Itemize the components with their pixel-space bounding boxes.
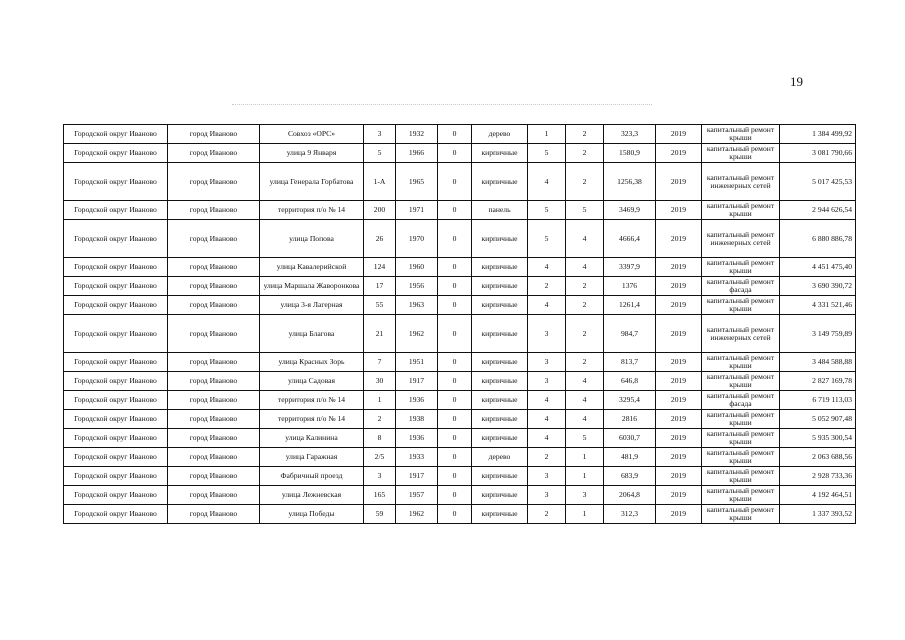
entrances-cell: 2 xyxy=(566,353,604,372)
cost-cell: 4 192 464,51 xyxy=(780,486,856,505)
work-type-cell: капитальный ремонт крыши xyxy=(702,296,780,315)
table-row xyxy=(64,391,856,410)
build-year-cell: 1917 xyxy=(396,467,438,486)
district-cell: Городской округ Иваново xyxy=(64,467,168,486)
house-number-cell: 17 xyxy=(364,277,396,296)
cost-cell: 2 944 626,54 xyxy=(780,201,856,220)
table-row xyxy=(64,429,856,448)
work-type-cell: капитальный ремонт инженерных сетей xyxy=(702,315,780,353)
work-type-cell: капитальный ремонт крыши xyxy=(702,372,780,391)
work-type-cell: капитальный ремонт крыши xyxy=(702,448,780,467)
street-cell: улица Маршала Жаворонкова xyxy=(260,277,364,296)
area-cell: 813,7 xyxy=(604,353,656,372)
table-row xyxy=(64,125,856,144)
area-cell: 4666,4 xyxy=(604,220,656,258)
district-cell: Городской округ Иваново xyxy=(64,410,168,429)
work-type-cell: капитальный ремонт инженерных сетей xyxy=(702,220,780,258)
flag-cell: 0 xyxy=(438,201,472,220)
cost-cell: 3 149 759,89 xyxy=(780,315,856,353)
flag-cell: 0 xyxy=(438,315,472,353)
floors-cell: 3 xyxy=(528,315,566,353)
area-cell: 3469,9 xyxy=(604,201,656,220)
area-cell: 1261,4 xyxy=(604,296,656,315)
area-cell: 6030,7 xyxy=(604,429,656,448)
wall-material-cell: кирпичные xyxy=(472,391,528,410)
floors-cell: 3 xyxy=(528,372,566,391)
work-type-cell: капитальный ремонт крыши xyxy=(702,410,780,429)
work-type-cell: капитальный ремонт крыши xyxy=(702,486,780,505)
area-cell: 2064,8 xyxy=(604,486,656,505)
wall-material-cell: кирпичные xyxy=(472,258,528,277)
entrances-cell: 2 xyxy=(566,277,604,296)
plan-year-cell: 2019 xyxy=(656,391,702,410)
floors-cell: 4 xyxy=(528,391,566,410)
table-row xyxy=(64,296,856,315)
cost-cell: 5 017 425,53 xyxy=(780,163,856,201)
floors-cell: 4 xyxy=(528,163,566,201)
build-year-cell: 1966 xyxy=(396,144,438,163)
plan-year-cell: 2019 xyxy=(656,220,702,258)
plan-year-cell: 2019 xyxy=(656,353,702,372)
work-type-cell: капитальный ремонт крыши xyxy=(702,201,780,220)
flag-cell: 0 xyxy=(438,505,472,524)
wall-material-cell: дерево xyxy=(472,448,528,467)
cost-cell: 4 331 521,46 xyxy=(780,296,856,315)
entrances-cell: 4 xyxy=(566,372,604,391)
house-number-cell: 21 xyxy=(364,315,396,353)
house-number-cell: 5 xyxy=(364,144,396,163)
cost-cell: 3 081 790,66 xyxy=(780,144,856,163)
plan-year-cell: 2019 xyxy=(656,201,702,220)
entrances-cell: 2 xyxy=(566,163,604,201)
flag-cell: 0 xyxy=(438,372,472,391)
area-cell: 1256,38 xyxy=(604,163,656,201)
wall-material-cell: кирпичные xyxy=(472,353,528,372)
plan-year-cell: 2019 xyxy=(656,467,702,486)
work-type-cell: капитальный ремонт фасада xyxy=(702,391,780,410)
work-type-cell: капитальный ремонт фасада xyxy=(702,277,780,296)
table-row xyxy=(64,467,856,486)
area-cell: 1580,9 xyxy=(604,144,656,163)
floors-cell: 1 xyxy=(528,125,566,144)
area-cell: 646,8 xyxy=(604,372,656,391)
district-cell: Городской округ Иваново xyxy=(64,125,168,144)
locality-cell: город Иваново xyxy=(168,448,260,467)
build-year-cell: 1951 xyxy=(396,353,438,372)
locality-cell: город Иваново xyxy=(168,163,260,201)
wall-material-cell: кирпичные xyxy=(472,467,528,486)
floors-cell: 4 xyxy=(528,410,566,429)
floors-cell: 2 xyxy=(528,277,566,296)
street-cell: улица 3-я Лагерная xyxy=(260,296,364,315)
plan-year-cell: 2019 xyxy=(656,277,702,296)
locality-cell: город Иваново xyxy=(168,353,260,372)
wall-material-cell: панель xyxy=(472,201,528,220)
locality-cell: город Иваново xyxy=(168,372,260,391)
house-number-cell: 3 xyxy=(364,467,396,486)
entrances-cell: 2 xyxy=(566,315,604,353)
locality-cell: город Иваново xyxy=(168,125,260,144)
cost-cell: 6 719 113,03 xyxy=(780,391,856,410)
plan-year-cell: 2019 xyxy=(656,505,702,524)
district-cell: Городской округ Иваново xyxy=(64,277,168,296)
cost-cell: 6 880 886,78 xyxy=(780,220,856,258)
house-number-cell: 2 xyxy=(364,410,396,429)
build-year-cell: 1965 xyxy=(396,163,438,201)
floors-cell: 5 xyxy=(528,201,566,220)
floors-cell: 5 xyxy=(528,220,566,258)
flag-cell: 0 xyxy=(438,277,472,296)
table-row xyxy=(64,486,856,505)
area-cell: 1376 xyxy=(604,277,656,296)
locality-cell: город Иваново xyxy=(168,467,260,486)
house-number-cell: 8 xyxy=(364,429,396,448)
build-year-cell: 1917 xyxy=(396,372,438,391)
build-year-cell: 1938 xyxy=(396,410,438,429)
district-cell: Городской округ Иваново xyxy=(64,448,168,467)
entrances-cell: 4 xyxy=(566,410,604,429)
cost-cell: 4 451 475,40 xyxy=(780,258,856,277)
table-row xyxy=(64,372,856,391)
locality-cell: город Иваново xyxy=(168,220,260,258)
build-year-cell: 1957 xyxy=(396,486,438,505)
flag-cell: 0 xyxy=(438,258,472,277)
table-row xyxy=(64,201,856,220)
district-cell: Городской округ Иваново xyxy=(64,163,168,201)
locality-cell: город Иваново xyxy=(168,201,260,220)
street-cell: улица Кавалерийской xyxy=(260,258,364,277)
plan-year-cell: 2019 xyxy=(656,486,702,505)
street-cell: улица 9 Января xyxy=(260,144,364,163)
house-number-cell: 165 xyxy=(364,486,396,505)
wall-material-cell: кирпичные xyxy=(472,505,528,524)
entrances-cell: 2 xyxy=(566,125,604,144)
area-cell: 312,3 xyxy=(604,505,656,524)
area-cell: 984,7 xyxy=(604,315,656,353)
locality-cell: город Иваново xyxy=(168,429,260,448)
district-cell: Городской округ Иваново xyxy=(64,486,168,505)
district-cell: Городской округ Иваново xyxy=(64,391,168,410)
street-cell: улица Победы xyxy=(260,505,364,524)
street-cell: улица Калинина xyxy=(260,429,364,448)
wall-material-cell: кирпичные xyxy=(472,144,528,163)
street-cell: улица Лежневская xyxy=(260,486,364,505)
entrances-cell: 1 xyxy=(566,467,604,486)
house-number-cell: 200 xyxy=(364,201,396,220)
street-cell: улица Гаражная xyxy=(260,448,364,467)
flag-cell: 0 xyxy=(438,353,472,372)
entrances-cell: 4 xyxy=(566,258,604,277)
plan-year-cell: 2019 xyxy=(656,296,702,315)
district-cell: Городской округ Иваново xyxy=(64,429,168,448)
plan-year-cell: 2019 xyxy=(656,448,702,467)
district-cell: Городской округ Иваново xyxy=(64,372,168,391)
cost-cell: 5 935 300,54 xyxy=(780,429,856,448)
plan-year-cell: 2019 xyxy=(656,315,702,353)
locality-cell: город Иваново xyxy=(168,258,260,277)
flag-cell: 0 xyxy=(438,429,472,448)
street-cell: Совхоз «ОРС» xyxy=(260,125,364,144)
wall-material-cell: кирпичные xyxy=(472,296,528,315)
wall-material-cell: кирпичные xyxy=(472,372,528,391)
house-number-cell: 124 xyxy=(364,258,396,277)
cost-cell: 2 928 733,36 xyxy=(780,467,856,486)
wall-material-cell: кирпичные xyxy=(472,429,528,448)
floors-cell: 4 xyxy=(528,296,566,315)
floors-cell: 2 xyxy=(528,505,566,524)
entrances-cell: 3 xyxy=(566,486,604,505)
entrances-cell: 4 xyxy=(566,391,604,410)
table-row xyxy=(64,315,856,353)
flag-cell: 0 xyxy=(438,391,472,410)
cost-cell: 2 827 169,78 xyxy=(780,372,856,391)
street-cell: улица Попова xyxy=(260,220,364,258)
wall-material-cell: кирпичные xyxy=(472,277,528,296)
flag-cell: 0 xyxy=(438,296,472,315)
plan-year-cell: 2019 xyxy=(656,372,702,391)
wall-material-cell: дерево xyxy=(472,125,528,144)
area-cell: 3397,9 xyxy=(604,258,656,277)
work-type-cell: капитальный ремонт крыши xyxy=(702,125,780,144)
build-year-cell: 1956 xyxy=(396,277,438,296)
locality-cell: город Иваново xyxy=(168,296,260,315)
house-number-cell: 2/5 xyxy=(364,448,396,467)
table-row xyxy=(64,448,856,467)
street-cell: территория п/о № 14 xyxy=(260,391,364,410)
locality-cell: город Иваново xyxy=(168,277,260,296)
wall-material-cell: кирпичные xyxy=(472,410,528,429)
plan-year-cell: 2019 xyxy=(656,258,702,277)
area-cell: 2816 xyxy=(604,410,656,429)
scan-artifact-line xyxy=(232,104,652,105)
house-number-cell: 26 xyxy=(364,220,396,258)
floors-cell: 3 xyxy=(528,486,566,505)
build-year-cell: 1936 xyxy=(396,391,438,410)
cost-cell: 1 337 393,52 xyxy=(780,505,856,524)
plan-year-cell: 2019 xyxy=(656,429,702,448)
table-body xyxy=(64,125,856,524)
floors-cell: 2 xyxy=(528,448,566,467)
repair-register-table xyxy=(63,124,856,524)
work-type-cell: капитальный ремонт крыши xyxy=(702,429,780,448)
work-type-cell: капитальный ремонт крыши xyxy=(702,467,780,486)
work-type-cell: капитальный ремонт крыши xyxy=(702,505,780,524)
wall-material-cell: кирпичные xyxy=(472,486,528,505)
cost-cell: 2 063 688,56 xyxy=(780,448,856,467)
district-cell: Городской округ Иваново xyxy=(64,315,168,353)
entrances-cell: 2 xyxy=(566,296,604,315)
locality-cell: город Иваново xyxy=(168,486,260,505)
locality-cell: город Иваново xyxy=(168,315,260,353)
house-number-cell: 1-А xyxy=(364,163,396,201)
plan-year-cell: 2019 xyxy=(656,144,702,163)
work-type-cell: капитальный ремонт крыши xyxy=(702,258,780,277)
work-type-cell: капитальный ремонт крыши xyxy=(702,353,780,372)
district-cell: Городской округ Иваново xyxy=(64,220,168,258)
work-type-cell: капитальный ремонт инженерных сетей xyxy=(702,163,780,201)
table-row xyxy=(64,410,856,429)
street-cell: улица Благова xyxy=(260,315,364,353)
page-number: 19 xyxy=(790,74,803,89)
build-year-cell: 1960 xyxy=(396,258,438,277)
floors-cell: 4 xyxy=(528,429,566,448)
plan-year-cell: 2019 xyxy=(656,163,702,201)
table-row xyxy=(64,258,856,277)
area-cell: 683,9 xyxy=(604,467,656,486)
area-cell: 481,9 xyxy=(604,448,656,467)
build-year-cell: 1962 xyxy=(396,505,438,524)
street-cell: территория п/о № 14 xyxy=(260,410,364,429)
locality-cell: город Иваново xyxy=(168,391,260,410)
district-cell: Городской округ Иваново xyxy=(64,201,168,220)
flag-cell: 0 xyxy=(438,163,472,201)
house-number-cell: 59 xyxy=(364,505,396,524)
build-year-cell: 1933 xyxy=(396,448,438,467)
wall-material-cell: кирпичные xyxy=(472,220,528,258)
cost-cell: 5 052 907,48 xyxy=(780,410,856,429)
table-row xyxy=(64,163,856,201)
cost-cell: 3 484 588,88 xyxy=(780,353,856,372)
floors-cell: 3 xyxy=(528,467,566,486)
table-row xyxy=(64,144,856,163)
table-row xyxy=(64,220,856,258)
district-cell: Городской округ Иваново xyxy=(64,258,168,277)
street-cell: улица Садовая xyxy=(260,372,364,391)
house-number-cell: 55 xyxy=(364,296,396,315)
entrances-cell: 2 xyxy=(566,144,604,163)
work-type-cell: капитальный ремонт крыши xyxy=(702,144,780,163)
entrances-cell: 5 xyxy=(566,429,604,448)
wall-material-cell: кирпичные xyxy=(472,315,528,353)
build-year-cell: 1962 xyxy=(396,315,438,353)
floors-cell: 3 xyxy=(528,353,566,372)
plan-year-cell: 2019 xyxy=(656,125,702,144)
entrances-cell: 4 xyxy=(566,220,604,258)
area-cell: 323,3 xyxy=(604,125,656,144)
table-row xyxy=(64,353,856,372)
house-number-cell: 3 xyxy=(364,125,396,144)
build-year-cell: 1932 xyxy=(396,125,438,144)
street-cell: территория п/о № 14 xyxy=(260,201,364,220)
house-number-cell: 7 xyxy=(364,353,396,372)
flag-cell: 0 xyxy=(438,410,472,429)
floors-cell: 4 xyxy=(528,258,566,277)
table-row xyxy=(64,505,856,524)
flag-cell: 0 xyxy=(438,486,472,505)
street-cell: улица Красных Зорь xyxy=(260,353,364,372)
street-cell: улица Генерала Горбатова xyxy=(260,163,364,201)
cost-cell: 3 690 390,72 xyxy=(780,277,856,296)
flag-cell: 0 xyxy=(438,467,472,486)
district-cell: Городской округ Иваново xyxy=(64,296,168,315)
flag-cell: 0 xyxy=(438,125,472,144)
district-cell: Городской округ Иваново xyxy=(64,353,168,372)
locality-cell: город Иваново xyxy=(168,505,260,524)
area-cell: 3295,4 xyxy=(604,391,656,410)
district-cell: Городской округ Иваново xyxy=(64,144,168,163)
house-number-cell: 1 xyxy=(364,391,396,410)
table-row xyxy=(64,277,856,296)
flag-cell: 0 xyxy=(438,448,472,467)
flag-cell: 0 xyxy=(438,144,472,163)
locality-cell: город Иваново xyxy=(168,144,260,163)
plan-year-cell: 2019 xyxy=(656,410,702,429)
entrances-cell: 1 xyxy=(566,505,604,524)
cost-cell: 1 384 499,92 xyxy=(780,125,856,144)
street-cell: Фабричный проезд xyxy=(260,467,364,486)
floors-cell: 5 xyxy=(528,144,566,163)
district-cell: Городской округ Иваново xyxy=(64,505,168,524)
locality-cell: город Иваново xyxy=(168,410,260,429)
house-number-cell: 30 xyxy=(364,372,396,391)
build-year-cell: 1963 xyxy=(396,296,438,315)
entrances-cell: 1 xyxy=(566,448,604,467)
build-year-cell: 1936 xyxy=(396,429,438,448)
build-year-cell: 1971 xyxy=(396,201,438,220)
flag-cell: 0 xyxy=(438,220,472,258)
wall-material-cell: кирпичные xyxy=(472,163,528,201)
entrances-cell: 5 xyxy=(566,201,604,220)
build-year-cell: 1970 xyxy=(396,220,438,258)
